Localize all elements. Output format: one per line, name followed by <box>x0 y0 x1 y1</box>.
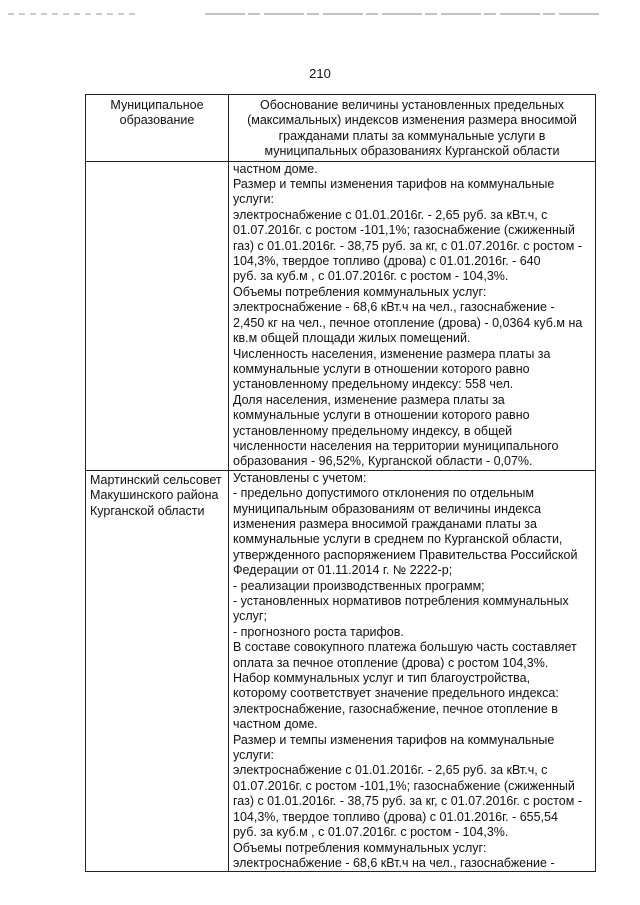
justification-paragraph <box>233 640 593 671</box>
text-line: электроснабжение - 68,6 кВт.ч на чел., газоснабжение - <box>233 855 555 870</box>
text-line: услуги: <box>233 748 274 763</box>
justification-paragraph <box>233 733 593 841</box>
municipality-line: Мартинский сельсовет <box>90 472 222 487</box>
scan-top-edge-artifact <box>0 12 640 16</box>
text-line: - реализации производственных программ; <box>233 578 485 593</box>
text-line: руб. за куб.м , с 01.07.2016г. с ростом - 104,3%. <box>233 825 509 840</box>
table-row <box>86 470 596 872</box>
text-line: коммунальные услуги в среднем по Курганской области, <box>233 532 563 547</box>
text-line: Размер и темпы изменения тарифов на коммунальные <box>233 732 555 747</box>
header-justification <box>229 95 596 162</box>
justification-paragraph <box>233 841 593 872</box>
header-line: Муниципальное <box>110 98 204 112</box>
text-line: которому соответствует значение предельного индекса: <box>233 686 559 701</box>
text-line: численности населения на территории муниципального <box>233 438 559 453</box>
text-line: электроснабжение с 01.01.2016г. - 2,65 руб. за кВт.ч, с <box>233 763 548 778</box>
text-line: - прогнозного роста тарифов. <box>233 624 404 639</box>
justification-paragraph <box>233 471 593 640</box>
text-line: оплата за печное отопление (дрова) с ростом 104,3%. <box>233 655 549 670</box>
text-line: услуг; <box>233 609 267 624</box>
text-line: коммунальные услуги в отношении которого равно <box>233 408 530 423</box>
text-line: утвержденного распоряжением Правительства Российской <box>233 547 578 562</box>
text-line: - предельно допустимого отклонения по отдельным <box>233 486 535 501</box>
text-line: 2,450 кг на чел., печное отопление (дрова) - 0,0364 куб.м на <box>233 315 583 330</box>
text-line: установленному предельному индексу, в общей <box>233 423 513 438</box>
text-line: Численность населения, изменение размера платы за <box>233 346 551 361</box>
municipality-cell <box>86 470 229 872</box>
text-line: Набор коммунальных услуг и тип благоустройства, <box>233 671 531 686</box>
text-line: электроснабжение - 68,6 кВт.ч на чел., газоснабжение - <box>233 300 555 315</box>
text-line: коммунальные услуги в отношении которого равно <box>233 361 530 376</box>
text-line: газ) с 01.01.2016г. - 38,75 руб. за кг, с 01.07.2016г. с ростом - <box>233 794 582 809</box>
text-line: Объемы потребления коммунальных услуг: <box>233 840 487 855</box>
text-line: Федерации от 01.11.2014 г. № 2222-р; <box>233 563 453 578</box>
header-municipality <box>86 95 229 162</box>
text-line: электроснабжение, газоснабжение, печное отопление в <box>233 701 558 716</box>
text-line: электроснабжение с 01.01.2016г. - 2,65 руб. за кВт.ч, с <box>233 207 548 222</box>
justification-paragraph <box>233 671 593 733</box>
justification-paragraph <box>233 162 593 177</box>
text-line: руб. за куб.м , с 01.07.2016г. с ростом - 104,3%. <box>233 269 509 284</box>
table-header-row <box>86 95 596 162</box>
justification-paragraph <box>233 347 593 393</box>
text-line: частном доме. <box>233 717 318 732</box>
text-line: муниципальным образованиям от величины индекса <box>233 501 542 516</box>
table-body <box>86 161 596 872</box>
justification-table <box>85 94 596 872</box>
justification-paragraph <box>233 393 593 470</box>
municipality-line: Макушинского района <box>90 488 219 503</box>
justification-cell <box>229 161 596 470</box>
text-line: - установленных нормативов потребления коммунальных <box>233 594 569 608</box>
text-line: образования - 96,52%, Курганской области - 0,07%. <box>233 454 533 469</box>
justification-paragraph <box>233 177 593 285</box>
text-line: Доля населения, изменение размера платы за <box>233 392 505 407</box>
header-line: образование <box>119 113 195 128</box>
text-line: изменения размера вносимой гражданами платы за <box>233 516 537 531</box>
text-line: установленному предельному индексу: 558 чел. <box>233 377 514 392</box>
page-number: 210 <box>309 66 331 81</box>
header-line: (максимальных) индексов изменения размера вносимой <box>247 113 577 128</box>
text-line: Установлены с учетом: <box>233 470 367 485</box>
text-line: Размер и темпы изменения тарифов на коммунальные <box>233 177 555 192</box>
justification-cell <box>229 470 596 872</box>
header-line: Обоснование величины установленных предельных <box>260 98 564 112</box>
municipality-cell <box>86 161 229 470</box>
table-row <box>86 161 596 470</box>
text-line: частном доме. <box>233 161 318 176</box>
header-line: гражданами платы за коммунальные услуги в <box>278 128 546 143</box>
text-line: газ) с 01.01.2016г. - 38,75 руб. за кг, с 01.07.2016г. с ростом - <box>233 238 582 253</box>
text-line: 104,3%, твердое топливо (дрова) с 01.01.2016г. - 640 <box>233 254 541 269</box>
text-line: кв.м общей площади жилых помещений. <box>233 331 471 346</box>
municipality-line: Курганской области <box>90 503 205 518</box>
text-line: услуги: <box>233 192 274 207</box>
text-line: 01.07.2016г. с ростом -101,1%; газоснабжение (сжиженный <box>233 778 575 793</box>
text-line: 01.07.2016г. с ростом -101,1%; газоснабжение (сжиженный <box>233 223 575 238</box>
text-line: 104,3%, твердое топливо (дрова) с 01.01.2016г. - 655,54 <box>233 809 558 824</box>
text-line: Объемы потребления коммунальных услуг: <box>233 284 487 299</box>
text-line: В составе совокупного платежа большую часть составляет <box>233 640 577 655</box>
justification-paragraph <box>233 285 593 347</box>
header-line: муниципальных образованиях Курганской области <box>264 144 560 159</box>
